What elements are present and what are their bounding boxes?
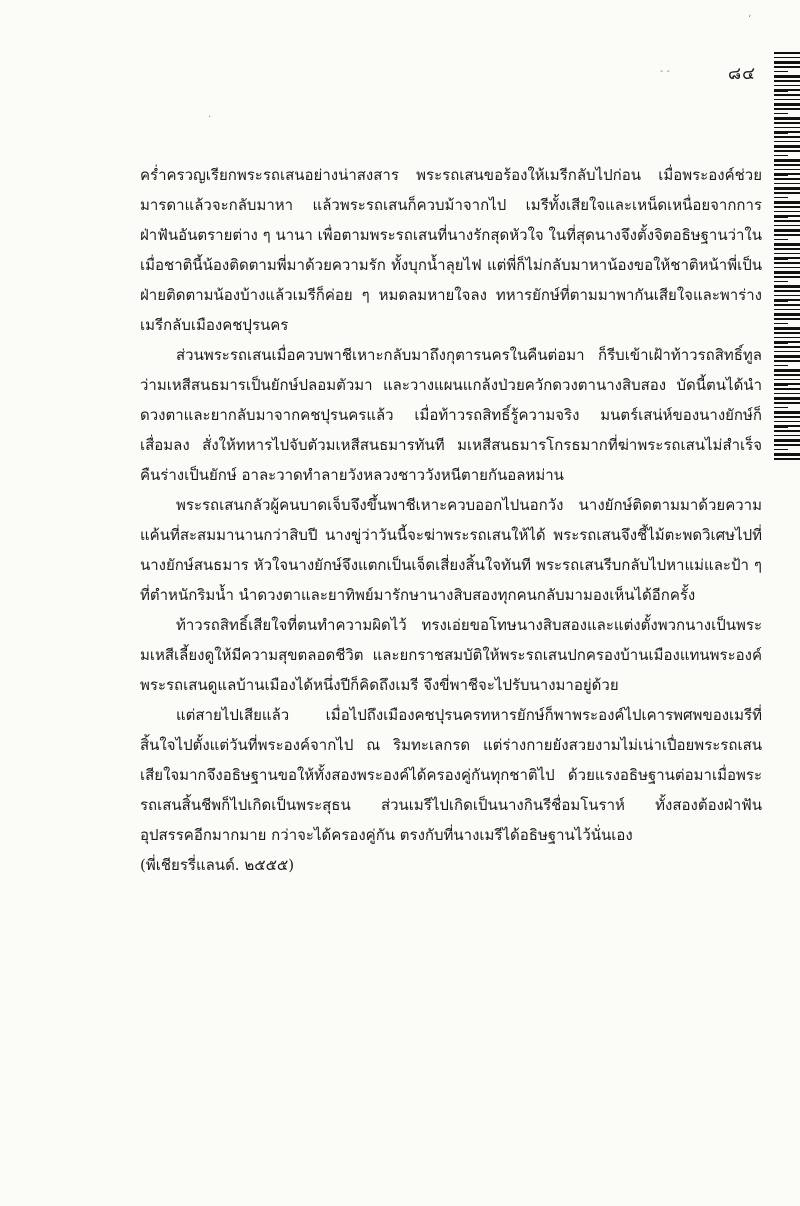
story-paragraph-2: ส่วนพระรถเสนเมื่อควบพาชีเหาะกลับมาถึงกุตารนครในคืนต่อมา ก็รีบเข้าเฝ้าท้าวรถสิทธิ์ทูลว่ามเหสีสนธมารเป็นยักษ์ปลอมตัวมา และวางแผนแกล้งป่วยควักดวงตานางสิบสอง บัดนี้ตนได้นำดวงตาและยากลับมาจากคชปุรนครแล้ว เมื่อท้าวรถสิทธิ์รู้ความจริง มนตร์เสน่ห์ของนางยักษ์ก็เสื่อมลง สั่งให้ทหารไปจับตัวมเหสีสนธมารทันที มเหสีสนธมารโกรธมากที่ฆ่าพระรถเสนไม่สำเร็จ คืนร่างเป็นยักษ์ อาละวาดทำลายวังหลวงชาววังหนีตายกันอลหม่าน [140,346,762,484]
story-paragraph-5: แต่สายไปเสียแล้ว เมื่อไปถึงเมืองคชปุรนครทหารยักษ์ก็พาพระองค์ไปเคารพศพของเมรีที่สิ้นใจไปตั้งแต่วันที่พระองค์จากไป ณ ริมทะเลกรด แต่ร่างกายยังสวยงามไม่เน่าเปื่อยพระรถเสนเสียใจมากจึงอธิษฐานขอให้ทั้งสองพระองค์ได้ครองคู่กันทุกชาติไป ด้วยแรงอธิษฐานต่อมาเมื่อพระรถเสนสิ้นชีพก็ไปเกิดเป็นพระสุธน ส่วนเมรีไปเกิดเป็นนางกินรีชื่อมโนราห์ ทั้งสองต้องฝ่าฟันอุปสรรคอีกมากมาย กว่าจะได้ครองคู่กัน ตรงกับที่นางเมรีได้อธิษฐานไว้นั่นเอง [140,706,762,844]
citation: (พี่เชียรรี่แลนด์. ๒๕๕๕) [140,856,295,874]
story-paragraph-4: ท้าวรถสิทธิ์เสียใจที่ตนทำความผิดไว้ ทรงเอ่ยขอโทษนางสิบสองและแต่งตั้งพวกนางเป็นพระมเหสีเลี้ยงดูให้มีความสุขตลอดชีวิต และยกราชสมบัติให้พระรถเสนปกครองบ้านเมืองแทนพระองค์ พระรถเสนดูแลบ้านเมืองได้หนึ่งปีก็คิดถึงเมรี จึงขี่พาชีจะไปรับนางมาอยู่ด้วย [140,616,762,694]
scan-edge-barcode-gap [788,52,800,462]
scan-speck: · [208,112,212,123]
story-paragraph-1: คร่ำครวญเรียกพระรถเสนอย่างน่าสงสาร พระรถเสนขอร้องให้เมรีกลับไปก่อน เมื่อพระองค์ช่วยมารดาแล้วจะกลับมาหา แล้วพระรถเสนก็ควบม้าจากไป เมรีทั้งเสียใจและเหน็ดเหนื่อยจากการฝ่าฟันอันตรายต่าง ๆ นานา เพื่อตามพระรถเสนที่นางรักสุดหัวใจ ในที่สุดนางจึงตั้งจิตอธิษฐานว่าในเมื่อชาตินี้น้องติดตามพี่มาด้วยความรัก ทั้งบุกน้ำลุยไฟ แต่พี่ก็ไม่กลับมาหาน้องขอให้ชาติหน้าพี่เป็นฝ่ายติดตามน้องบ้างแล้วเมรีก็ค่อย ๆ หมดลมหายใจลง ทหารยักษ์ที่ตามมาพากันเสียใจและพาร่างเมรีกลับเมืองคชปุรนคร [140,166,762,334]
scan-speck: ‘ [748,14,752,25]
story-paragraph-3: พระรถเสนกลัวผู้คนบาดเจ็บจึงขึ้นพาชีเหาะควบออกไปนอกวัง นางยักษ์ติดตามมาด้วยความแค้นที่สะสมมานานกว่าสิบปี นางขู่ว่าวันนี้จะฆ่าพระรถเสนให้ได้ พระรถเสนจึงชี้ไม้ตะพดวิเศษไปที่นางยักษ์สนธมาร หัวใจนางยักษ์จึงแตกเป็นเจ็ดเสี่ยงสิ้นใจทันที พระรถเสนรีบกลับไปหาแม่และป้า ๆ ที่ตำหนักริมน้ำ นำดวงตาและยาทิพย์มารักษานางสิบสองทุกคนกลับมามองเห็นได้อีกครั้ง [140,496,762,604]
scan-speck: - - [660,66,670,77]
story-body [140,160,762,880]
page-number: ๘๔ [728,64,756,84]
